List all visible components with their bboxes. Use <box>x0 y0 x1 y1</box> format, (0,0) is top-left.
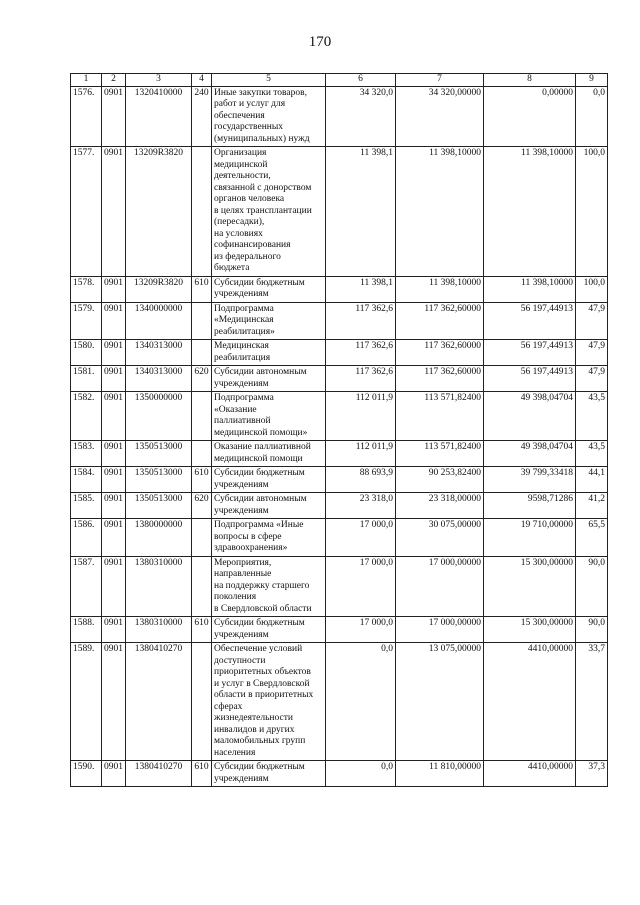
item-name: Обеспечение условий доступности приоритетных объектов и услуг в Свердловской области в приоритетных сферах жизнедеятельности инвалидов и других маломобильных групп населения <box>212 643 326 761</box>
target-article-code: 1340000000 <box>126 302 192 340</box>
item-name: Медицинская реабилитация <box>212 340 326 366</box>
execution-percent: 47,9 <box>576 302 608 340</box>
item-name: Подпрограмма «Оказание паллиативной медицинской помощи» <box>212 392 326 441</box>
table-row <box>71 467 608 493</box>
section-code: 0901 <box>102 441 126 467</box>
table-row <box>71 340 608 366</box>
executed-amount: 11 398,10000 <box>484 276 576 302</box>
column-header: 9 <box>576 74 608 87</box>
row-number: 1583. <box>71 441 102 467</box>
execution-percent: 100,0 <box>576 147 608 277</box>
table-row <box>71 441 608 467</box>
planned-amount: 117 362,6 <box>326 302 396 340</box>
column-header: 2 <box>102 74 126 87</box>
executed-amount: 49 398,04704 <box>484 441 576 467</box>
executed-amount: 56 197,44913 <box>484 302 576 340</box>
execution-percent: 47,9 <box>576 340 608 366</box>
section-code: 0901 <box>102 493 126 519</box>
section-code: 0901 <box>102 366 126 392</box>
refined-amount: 113 571,82400 <box>396 392 484 441</box>
execution-percent: 47,9 <box>576 366 608 392</box>
refined-amount: 17 000,00000 <box>396 556 484 617</box>
expense-type-code: 610 <box>192 617 212 643</box>
row-number: 1582. <box>71 392 102 441</box>
expense-type-code <box>192 441 212 467</box>
planned-amount: 23 318,0 <box>326 493 396 519</box>
row-number: 1589. <box>71 643 102 761</box>
execution-percent: 41,2 <box>576 493 608 519</box>
column-header: 6 <box>326 74 396 87</box>
expense-type-code: 610 <box>192 276 212 302</box>
executed-amount: 11 398,10000 <box>484 147 576 277</box>
target-article-code: 13209R3820 <box>126 147 192 277</box>
section-code: 0901 <box>102 556 126 617</box>
target-article-code: 1380310000 <box>126 556 192 617</box>
row-number: 1576. <box>71 86 102 147</box>
row-number: 1590. <box>71 761 102 787</box>
table-row <box>71 493 608 519</box>
refined-amount: 11 398,10000 <box>396 276 484 302</box>
row-number: 1586. <box>71 519 102 557</box>
item-name: Субсидии бюджетным учреждениям <box>212 617 326 643</box>
target-article-code: 1350000000 <box>126 392 192 441</box>
section-code: 0901 <box>102 761 126 787</box>
executed-amount: 15 300,00000 <box>484 556 576 617</box>
execution-percent: 90,0 <box>576 556 608 617</box>
planned-amount: 88 693,9 <box>326 467 396 493</box>
planned-amount: 117 362,6 <box>326 340 396 366</box>
planned-amount: 17 000,0 <box>326 617 396 643</box>
section-code: 0901 <box>102 147 126 277</box>
executed-amount: 4410,00000 <box>484 643 576 761</box>
planned-amount: 11 398,1 <box>326 276 396 302</box>
target-article-code: 1350513000 <box>126 441 192 467</box>
table-row <box>71 761 608 787</box>
target-article-code: 13209R3820 <box>126 276 192 302</box>
row-number: 1587. <box>71 556 102 617</box>
executed-amount: 15 300,00000 <box>484 617 576 643</box>
refined-amount: 113 571,82400 <box>396 441 484 467</box>
planned-amount: 17 000,0 <box>326 556 396 617</box>
executed-amount: 56 197,44913 <box>484 366 576 392</box>
row-number: 1578. <box>71 276 102 302</box>
expense-type-code <box>192 519 212 557</box>
section-code: 0901 <box>102 340 126 366</box>
planned-amount: 0,0 <box>326 643 396 761</box>
refined-amount: 117 362,60000 <box>396 340 484 366</box>
refined-amount: 17 000,00000 <box>396 617 484 643</box>
item-name: Организация медицинской деятельности, связанной с донорством органов человека в целях трансплантации (пересадки), на условиях софинансирования из федерального бюджета <box>212 147 326 277</box>
table-row <box>71 366 608 392</box>
executed-amount: 19 710,00000 <box>484 519 576 557</box>
execution-percent: 33,7 <box>576 643 608 761</box>
table-row <box>71 147 608 277</box>
item-name: Иные закупки товаров, работ и услуг для обеспечения государственных (муниципальных) нужд <box>212 86 326 147</box>
table-row <box>71 556 608 617</box>
executed-amount: 56 197,44913 <box>484 340 576 366</box>
execution-percent: 100,0 <box>576 276 608 302</box>
section-code: 0901 <box>102 302 126 340</box>
expense-type-code <box>192 340 212 366</box>
item-name: Мероприятия, направленные на поддержку старшего поколения в Свердловской области <box>212 556 326 617</box>
refined-amount: 34 320,00000 <box>396 86 484 147</box>
table-row <box>71 302 608 340</box>
budget-table <box>70 73 608 787</box>
execution-percent: 90,0 <box>576 617 608 643</box>
executed-amount: 39 799,33418 <box>484 467 576 493</box>
refined-amount: 30 075,00000 <box>396 519 484 557</box>
item-name: Субсидии автономным учреждениям <box>212 493 326 519</box>
expense-type-code <box>192 392 212 441</box>
target-article-code: 1380410270 <box>126 761 192 787</box>
executed-amount: 49 398,04704 <box>484 392 576 441</box>
expense-type-code <box>192 147 212 277</box>
table-row <box>71 86 608 147</box>
expense-type-code: 610 <box>192 467 212 493</box>
refined-amount: 13 075,00000 <box>396 643 484 761</box>
target-article-code: 1350513000 <box>126 467 192 493</box>
row-number: 1581. <box>71 366 102 392</box>
refined-amount: 90 253,82400 <box>396 467 484 493</box>
section-code: 0901 <box>102 86 126 147</box>
execution-percent: 43,5 <box>576 441 608 467</box>
expense-type-code <box>192 643 212 761</box>
expense-type-code: 240 <box>192 86 212 147</box>
target-article-code: 1340313000 <box>126 366 192 392</box>
item-name: Субсидии автономным учреждениям <box>212 366 326 392</box>
refined-amount: 117 362,60000 <box>396 302 484 340</box>
execution-percent: 44,1 <box>576 467 608 493</box>
table-body <box>71 86 608 787</box>
row-number: 1584. <box>71 467 102 493</box>
column-header: 3 <box>126 74 192 87</box>
section-code: 0901 <box>102 519 126 557</box>
target-article-code: 1320410000 <box>126 86 192 147</box>
table-row <box>71 519 608 557</box>
target-article-code: 1340313000 <box>126 340 192 366</box>
target-article-code: 1380310000 <box>126 617 192 643</box>
column-header: 8 <box>484 74 576 87</box>
target-article-code: 1350513000 <box>126 493 192 519</box>
refined-amount: 23 318,00000 <box>396 493 484 519</box>
section-code: 0901 <box>102 467 126 493</box>
table-header-row <box>71 74 608 87</box>
planned-amount: 112 011,9 <box>326 441 396 467</box>
execution-percent: 43,5 <box>576 392 608 441</box>
row-number: 1580. <box>71 340 102 366</box>
executed-amount: 9598,71286 <box>484 493 576 519</box>
planned-amount: 34 320,0 <box>326 86 396 147</box>
planned-amount: 117 362,6 <box>326 366 396 392</box>
item-name: Субсидии бюджетным учреждениям <box>212 467 326 493</box>
executed-amount: 0,00000 <box>484 86 576 147</box>
item-name: Субсидии бюджетным учреждениям <box>212 276 326 302</box>
table-row <box>71 276 608 302</box>
section-code: 0901 <box>102 276 126 302</box>
planned-amount: 17 000,0 <box>326 519 396 557</box>
row-number: 1577. <box>71 147 102 277</box>
table-row <box>71 643 608 761</box>
planned-amount: 112 011,9 <box>326 392 396 441</box>
item-name: Подпрограмма «Медицинская реабилитация» <box>212 302 326 340</box>
refined-amount: 11 398,10000 <box>396 147 484 277</box>
row-number: 1579. <box>71 302 102 340</box>
item-name: Оказание паллиативной медицинской помощи <box>212 441 326 467</box>
refined-amount: 117 362,60000 <box>396 366 484 392</box>
row-number: 1585. <box>71 493 102 519</box>
table-row <box>71 392 608 441</box>
row-number: 1588. <box>71 617 102 643</box>
executed-amount: 4410,00000 <box>484 761 576 787</box>
expense-type-code: 620 <box>192 493 212 519</box>
planned-amount: 11 398,1 <box>326 147 396 277</box>
refined-amount: 11 810,00000 <box>396 761 484 787</box>
section-code: 0901 <box>102 617 126 643</box>
page-number: 170 <box>308 34 332 50</box>
target-article-code: 1380410270 <box>126 643 192 761</box>
expense-type-code <box>192 302 212 340</box>
column-header: 1 <box>71 74 102 87</box>
item-name: Подпрограмма «Иные вопросы в сфере здравоохранения» <box>212 519 326 557</box>
planned-amount: 0,0 <box>326 761 396 787</box>
item-name: Субсидии бюджетным учреждениям <box>212 761 326 787</box>
column-header: 5 <box>212 74 326 87</box>
expense-type-code: 620 <box>192 366 212 392</box>
section-code: 0901 <box>102 392 126 441</box>
column-header: 7 <box>396 74 484 87</box>
expense-type-code: 610 <box>192 761 212 787</box>
section-code: 0901 <box>102 643 126 761</box>
table-row <box>71 617 608 643</box>
expense-type-code <box>192 556 212 617</box>
execution-percent: 37,3 <box>576 761 608 787</box>
execution-percent: 0,0 <box>576 86 608 147</box>
column-header: 4 <box>192 74 212 87</box>
target-article-code: 1380000000 <box>126 519 192 557</box>
execution-percent: 65,5 <box>576 519 608 557</box>
